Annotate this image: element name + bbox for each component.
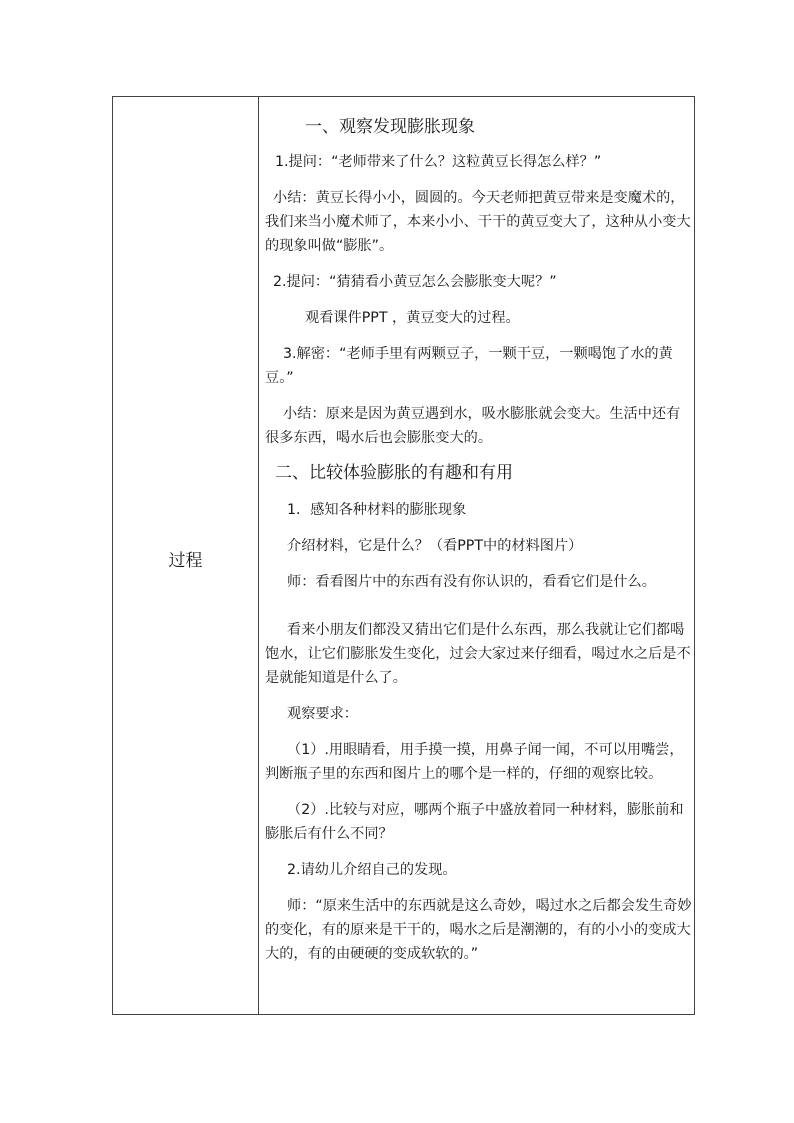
section-title-2: 二、比较体验膨胀的有趣和有用 [275,463,513,483]
column-divider [258,96,259,1015]
paragraph-req-2: （2）.比较与对应，哪两个瓶子中盛放着同一种材料，膨胀前和膨胀后有什么不同？ [265,802,684,842]
paragraph-question-1: 1.提问：“老师带来了什么？这粒黄豆长得怎么样？” [275,154,602,170]
paragraph-reveal: 3.解密：“老师手里有两颗豆子，一颗干豆，一颗喝饱了水的黄豆。” [265,346,673,386]
paragraph-teacher-2: 师：“原来生活中的东西就是这么奇妙，喝过水之后都会发生奇妙的变化，有的原来是干干的，喝水之后是潮潮的，有的小小的变成大大的，有的由硬硬的变成软软的。” [265,898,692,962]
paragraph-explain: 看来小朋友们都没又猜出它们是什么东西，那么我就让它们都喝饱水，让它们膨胀发生变化，过会大家过来仔细看，喝过水之后是不是就能知道是什么了。 [265,622,691,686]
paragraph-materials-intro: 介绍材料，它是什么？（看PPT中的材料图片） [287,538,583,554]
paragraph-share: 2.请幼儿介绍自己的发现。 [287,862,457,878]
paragraph-req-1: （1）.用眼睛看，用手摸一摸，用鼻子闻一闻，不可以用嘴尝，判断瓶子里的东西和图片上的哪个是一样的，仔细的观察比较。 [265,742,684,782]
paragraph-requirements: 观察要求： [287,706,358,722]
blank-line [265,594,693,618]
lesson-content [265,112,693,966]
paragraph-summary-2: 小结：原来是因为黄豆遇到水，吸水膨胀就会变大。生活中还有很多东西，喝水后也会膨胀变大的。 [265,406,681,446]
paragraph-summary-1: 小结：黄豆长得小小，圆圆的。今天老师把黄豆带来是变魔术的，我们来当小魔术师了，本来小小、干干的黄豆变大了，这种从小变大的现象叫做“膨胀”。 [265,190,691,254]
paragraph-materials-heading: 1．感知各种材料的膨胀现象 [287,502,467,518]
paragraph-teacher-1: 师：看看图片中的东西有没有你认识的，看看它们是什么。 [287,574,656,590]
paragraph-ppt: 观看课件PPT ，黄豆变大的过程。 [305,310,520,326]
section-title-1: 一、观察发现膨胀现象 [305,117,475,137]
paragraph-question-2: 2.提问：“猜猜看小黄豆怎么会膨胀变大呢？” [273,274,557,290]
row-label: 过程 [168,551,203,571]
